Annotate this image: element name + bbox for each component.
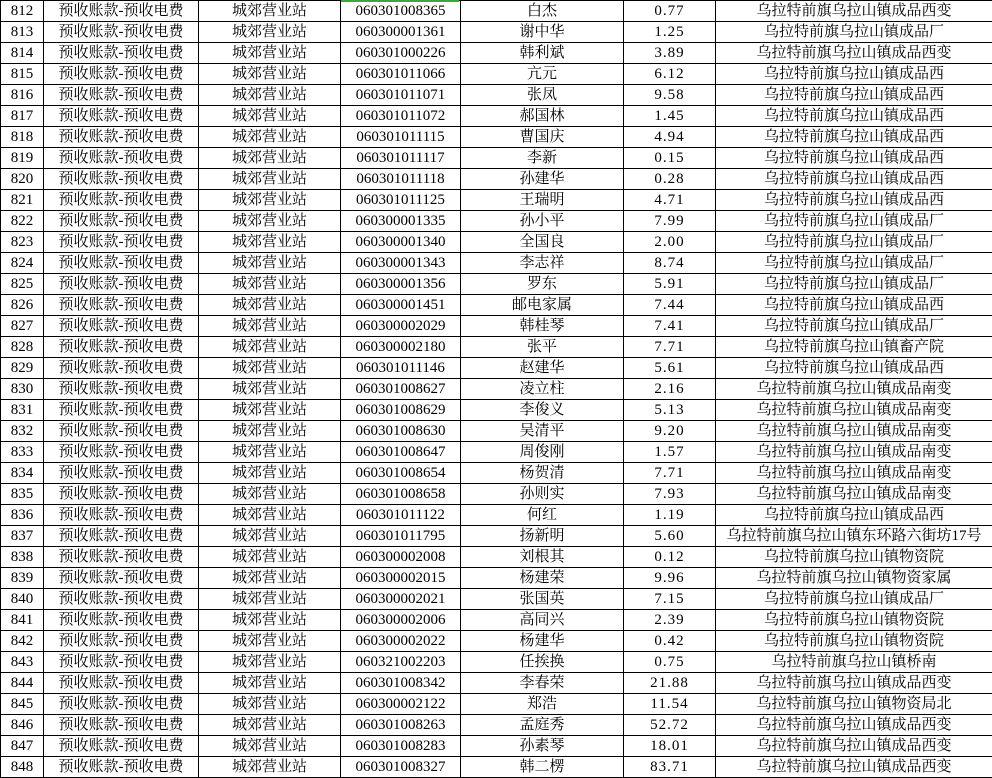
cell-amount[interactable]: 1.19 — [624, 505, 716, 526]
table-row — [1, 589, 992, 610]
cell-station[interactable]: 城郊营业站 — [199, 736, 341, 757]
cell-account-title[interactable]: 预收账款-预收电费 — [44, 421, 199, 442]
cell-customer-number[interactable]: 060301008654 — [341, 463, 461, 484]
cell-customer-number[interactable]: 060301008365 — [341, 1, 461, 22]
cell-station[interactable]: 城郊营业站 — [199, 169, 341, 190]
cell-account-title[interactable]: 预收账款-预收电费 — [44, 463, 199, 484]
cell-customer-name[interactable]: 高同兴 — [461, 610, 624, 631]
cell-account-title[interactable]: 预收账款-预收电费 — [44, 190, 199, 211]
cell-row-number[interactable]: 834 — [1, 463, 44, 484]
cell-amount[interactable]: 9.20 — [624, 421, 716, 442]
cell-row-number[interactable]: 823 — [1, 232, 44, 253]
cell-account-title[interactable]: 预收账款-预收电费 — [44, 295, 199, 316]
cell-customer-number[interactable]: 060301011072 — [341, 106, 461, 127]
cell-station[interactable]: 城郊营业站 — [199, 694, 341, 715]
cell-customer-number[interactable]: 060301008658 — [341, 484, 461, 505]
cell-amount[interactable]: 18.01 — [624, 736, 716, 757]
table-row — [1, 295, 992, 316]
cell-account-title[interactable]: 预收账款-预收电费 — [44, 358, 199, 379]
table-row — [1, 547, 992, 568]
cell-account-title[interactable]: 预收账款-预收电费 — [44, 568, 199, 589]
cell-account-title[interactable]: 预收账款-预收电费 — [44, 148, 199, 169]
cell-amount[interactable]: 7.71 — [624, 337, 716, 358]
cell-station[interactable]: 城郊营业站 — [199, 1, 341, 22]
cell-customer-number[interactable]: 060301008627 — [341, 379, 461, 400]
cell-customer-name[interactable]: 谢中华 — [461, 22, 624, 43]
cell-row-number[interactable]: 833 — [1, 442, 44, 463]
cell-row-number[interactable]: 840 — [1, 589, 44, 610]
cell-amount[interactable]: 0.77 — [624, 1, 716, 22]
cell-row-number[interactable]: 845 — [1, 694, 44, 715]
cell-customer-number[interactable]: 060301011117 — [341, 148, 461, 169]
cell-customer-name[interactable]: 周俊刚 — [461, 442, 624, 463]
cell-amount[interactable]: 8.74 — [624, 253, 716, 274]
cell-address[interactable]: 乌拉特前旗乌拉山镇成品南变 — [716, 484, 992, 505]
cell-customer-number[interactable]: 060301008283 — [341, 736, 461, 757]
cell-customer-name[interactable]: 杨贺清 — [461, 463, 624, 484]
cell-account-title[interactable]: 预收账款-预收电费 — [44, 673, 199, 694]
cell-amount[interactable]: 0.28 — [624, 169, 716, 190]
cell-station[interactable]: 城郊营业站 — [199, 715, 341, 736]
cell-station[interactable]: 城郊营业站 — [199, 379, 341, 400]
cell-row-number[interactable]: 838 — [1, 547, 44, 568]
table-row — [1, 316, 992, 337]
cell-account-title[interactable]: 预收账款-预收电费 — [44, 526, 199, 547]
cell-amount[interactable]: 0.75 — [624, 652, 716, 673]
cell-address[interactable]: 乌拉特前旗乌拉山镇成品西 — [716, 169, 992, 190]
cell-customer-number[interactable]: 060300002122 — [341, 694, 461, 715]
cell-station[interactable]: 城郊营业站 — [199, 526, 341, 547]
cell-station[interactable]: 城郊营业站 — [199, 148, 341, 169]
table-row — [1, 169, 992, 190]
cell-customer-number[interactable]: 060301008263 — [341, 715, 461, 736]
cell-amount[interactable]: 1.45 — [624, 106, 716, 127]
cell-address[interactable]: 乌拉特前旗乌拉山镇成品西 — [716, 505, 992, 526]
table-row — [1, 64, 992, 85]
cell-account-title[interactable]: 预收账款-预收电费 — [44, 484, 199, 505]
cell-customer-name[interactable]: 张平 — [461, 337, 624, 358]
cell-customer-number[interactable]: 060300002029 — [341, 316, 461, 337]
cell-amount[interactable]: 1.25 — [624, 22, 716, 43]
selected-cell-top-border — [341, 0, 459, 2]
cell-customer-number[interactable]: 060300001451 — [341, 295, 461, 316]
cell-customer-name[interactable]: 孙小平 — [461, 211, 624, 232]
cell-station[interactable]: 城郊营业站 — [199, 295, 341, 316]
cell-address[interactable]: 乌拉特前旗乌拉山镇畜产院 — [716, 337, 992, 358]
cell-customer-number[interactable]: 060300002021 — [341, 589, 461, 610]
cell-customer-number[interactable]: 060300002180 — [341, 337, 461, 358]
cell-customer-number[interactable]: 060301011071 — [341, 85, 461, 106]
cell-account-title[interactable]: 预收账款-预收电费 — [44, 253, 199, 274]
cell-station[interactable]: 城郊营业站 — [199, 253, 341, 274]
cell-amount[interactable]: 0.15 — [624, 148, 716, 169]
cell-row-number[interactable]: 836 — [1, 505, 44, 526]
cell-customer-name[interactable]: 刘根其 — [461, 547, 624, 568]
cell-station[interactable]: 城郊营业站 — [199, 358, 341, 379]
cell-row-number[interactable]: 814 — [1, 43, 44, 64]
cell-customer-number[interactable]: 060301008342 — [341, 673, 461, 694]
table-row — [1, 652, 992, 673]
cell-customer-name[interactable]: 李志祥 — [461, 253, 624, 274]
cell-account-title[interactable]: 预收账款-预收电费 — [44, 400, 199, 421]
cell-address[interactable]: 乌拉特前旗乌拉山镇成品厂 — [716, 211, 992, 232]
cell-account-title[interactable]: 预收账款-预收电费 — [44, 274, 199, 295]
table-row — [1, 736, 992, 757]
table-row — [1, 274, 992, 295]
cell-amount[interactable]: 5.91 — [624, 274, 716, 295]
table-row — [1, 211, 992, 232]
cell-address[interactable]: 乌拉特前旗乌拉山镇成品厂 — [716, 589, 992, 610]
table-row — [1, 190, 992, 211]
cell-station[interactable]: 城郊营业站 — [199, 631, 341, 652]
cell-amount[interactable]: 21.88 — [624, 673, 716, 694]
cell-customer-name[interactable]: 吴清平 — [461, 421, 624, 442]
cell-account-title[interactable]: 预收账款-预收电费 — [44, 106, 199, 127]
cell-station[interactable]: 城郊营业站 — [199, 22, 341, 43]
cell-row-number[interactable]: 843 — [1, 652, 44, 673]
cell-address[interactable]: 乌拉特前旗乌拉山镇成品西变 — [716, 673, 992, 694]
table-row — [1, 715, 992, 736]
cell-station[interactable]: 城郊营业站 — [199, 484, 341, 505]
cell-customer-name[interactable]: 孙建华 — [461, 169, 624, 190]
table-row — [1, 610, 992, 631]
cell-customer-number[interactable]: 060300002015 — [341, 568, 461, 589]
cell-customer-number[interactable]: 060301011122 — [341, 505, 461, 526]
cell-customer-name[interactable]: 韩二楞 — [461, 757, 624, 778]
cell-station[interactable]: 城郊营业站 — [199, 442, 341, 463]
cell-customer-name[interactable]: 郑浩 — [461, 694, 624, 715]
cell-account-title[interactable]: 预收账款-预收电费 — [44, 379, 199, 400]
cell-amount[interactable]: 2.00 — [624, 232, 716, 253]
cell-row-number[interactable]: 819 — [1, 148, 44, 169]
cell-station[interactable]: 城郊营业站 — [199, 190, 341, 211]
cell-station[interactable]: 城郊营业站 — [199, 316, 341, 337]
cell-account-title[interactable]: 预收账款-预收电费 — [44, 316, 199, 337]
cell-account-title[interactable]: 预收账款-预收电费 — [44, 631, 199, 652]
cell-address[interactable]: 乌拉特前旗乌拉山镇成品西 — [716, 85, 992, 106]
cell-amount[interactable]: 5.13 — [624, 400, 716, 421]
cell-customer-number[interactable]: 060301008327 — [341, 757, 461, 778]
cell-amount[interactable]: 7.15 — [624, 589, 716, 610]
cell-amount[interactable]: 7.44 — [624, 295, 716, 316]
cell-customer-number[interactable]: 060300002022 — [341, 631, 461, 652]
cell-amount[interactable]: 9.96 — [624, 568, 716, 589]
cell-account-title[interactable]: 预收账款-预收电费 — [44, 337, 199, 358]
cell-station[interactable]: 城郊营业站 — [199, 211, 341, 232]
cell-amount[interactable]: 7.99 — [624, 211, 716, 232]
cell-row-number[interactable]: 831 — [1, 400, 44, 421]
cell-station[interactable]: 城郊营业站 — [199, 421, 341, 442]
cell-customer-name[interactable]: 张凤 — [461, 85, 624, 106]
cell-account-title[interactable]: 预收账款-预收电费 — [44, 694, 199, 715]
cell-customer-name[interactable]: 扬新明 — [461, 526, 624, 547]
cell-customer-name[interactable]: 郝国林 — [461, 106, 624, 127]
cell-address[interactable]: 乌拉特前旗乌拉山镇成品西 — [716, 295, 992, 316]
cell-address[interactable]: 乌拉特前旗乌拉山镇成品西 — [716, 358, 992, 379]
cell-row-number[interactable]: 822 — [1, 211, 44, 232]
cell-address[interactable]: 乌拉特前旗乌拉山镇成品厂 — [716, 232, 992, 253]
cell-address[interactable]: 乌拉特前旗乌拉山镇成品厂 — [716, 22, 992, 43]
cell-station[interactable]: 城郊营业站 — [199, 568, 341, 589]
cell-customer-number[interactable]: 060301011795 — [341, 526, 461, 547]
cell-station[interactable]: 城郊营业站 — [199, 127, 341, 148]
cell-row-number[interactable]: 816 — [1, 85, 44, 106]
cell-customer-name[interactable]: 李春荣 — [461, 673, 624, 694]
cell-station[interactable]: 城郊营业站 — [199, 505, 341, 526]
table-row — [1, 106, 992, 127]
cell-customer-name[interactable]: 任挨换 — [461, 652, 624, 673]
cell-address[interactable]: 乌拉特前旗乌拉山镇物资院 — [716, 610, 992, 631]
cell-account-title[interactable]: 预收账款-预收电费 — [44, 442, 199, 463]
cell-station[interactable]: 城郊营业站 — [199, 106, 341, 127]
cell-customer-name[interactable]: 杨建荣 — [461, 568, 624, 589]
cell-row-number[interactable]: 846 — [1, 715, 44, 736]
cell-address[interactable]: 乌拉特前旗乌拉山镇成品西 — [716, 190, 992, 211]
table-row — [1, 148, 992, 169]
cell-amount[interactable]: 11.54 — [624, 694, 716, 715]
cell-address[interactable]: 乌拉特前旗乌拉山镇成品厂 — [716, 316, 992, 337]
cell-row-number[interactable]: 813 — [1, 22, 44, 43]
table-row — [1, 22, 992, 43]
cell-row-number[interactable]: 848 — [1, 757, 44, 778]
table-row — [1, 505, 992, 526]
cell-customer-number[interactable]: 060300001361 — [341, 22, 461, 43]
cell-station[interactable]: 城郊营业站 — [199, 610, 341, 631]
table-row — [1, 85, 992, 106]
cell-account-title[interactable]: 预收账款-预收电费 — [44, 715, 199, 736]
cell-row-number[interactable]: 815 — [1, 64, 44, 85]
cell-customer-name[interactable]: 韩利斌 — [461, 43, 624, 64]
cell-customer-number[interactable]: 060300001356 — [341, 274, 461, 295]
cell-address[interactable]: 乌拉特前旗乌拉山镇成品西变 — [716, 43, 992, 64]
cell-address[interactable]: 乌拉特前旗乌拉山镇成品西变 — [716, 1, 992, 22]
cell-customer-number[interactable]: 060301000226 — [341, 43, 461, 64]
cell-customer-name[interactable]: 白杰 — [461, 1, 624, 22]
cell-account-title[interactable]: 预收账款-预收电费 — [44, 652, 199, 673]
cell-address[interactable]: 乌拉特前旗乌拉山镇东环路六街坊17号 — [716, 526, 992, 547]
table-row — [1, 127, 992, 148]
table-row — [1, 526, 992, 547]
cell-row-number[interactable]: 841 — [1, 610, 44, 631]
cell-account-title[interactable]: 预收账款-预收电费 — [44, 757, 199, 778]
cell-address[interactable]: 乌拉特前旗乌拉山镇成品西 — [716, 64, 992, 85]
cell-account-title[interactable]: 预收账款-预收电费 — [44, 85, 199, 106]
cell-station[interactable]: 城郊营业站 — [199, 232, 341, 253]
cell-station[interactable]: 城郊营业站 — [199, 547, 341, 568]
cell-row-number[interactable]: 844 — [1, 673, 44, 694]
cell-station[interactable]: 城郊营业站 — [199, 757, 341, 778]
cell-customer-number[interactable]: 060301011125 — [341, 190, 461, 211]
cell-row-number[interactable]: 812 — [1, 1, 44, 22]
cell-row-number[interactable]: 839 — [1, 568, 44, 589]
cell-address[interactable]: 乌拉特前旗乌拉山镇成品厂 — [716, 253, 992, 274]
cell-address[interactable]: 乌拉特前旗乌拉山镇成品西 — [716, 127, 992, 148]
cell-address[interactable]: 乌拉特前旗乌拉山镇桥南 — [716, 652, 992, 673]
cell-amount[interactable]: 7.93 — [624, 484, 716, 505]
cell-amount[interactable]: 2.16 — [624, 379, 716, 400]
table-row — [1, 631, 992, 652]
table-row — [1, 421, 992, 442]
cell-address[interactable]: 乌拉特前旗乌拉山镇成品西变 — [716, 715, 992, 736]
cell-address[interactable]: 乌拉特前旗乌拉山镇成品厂 — [716, 274, 992, 295]
cell-account-title[interactable]: 预收账款-预收电费 — [44, 127, 199, 148]
cell-address[interactable]: 乌拉特前旗乌拉山镇成品西 — [716, 148, 992, 169]
table-row — [1, 337, 992, 358]
cell-address[interactable]: 乌拉特前旗乌拉山镇成品南变 — [716, 379, 992, 400]
cell-customer-name[interactable]: 孙则实 — [461, 484, 624, 505]
cell-account-title[interactable]: 预收账款-预收电费 — [44, 736, 199, 757]
cell-amount[interactable]: 5.61 — [624, 358, 716, 379]
cell-row-number[interactable]: 821 — [1, 190, 44, 211]
cell-station[interactable]: 城郊营业站 — [199, 673, 341, 694]
cell-account-title[interactable]: 预收账款-预收电费 — [44, 211, 199, 232]
cell-amount[interactable]: 4.71 — [624, 190, 716, 211]
cell-customer-name[interactable]: 李俊义 — [461, 400, 624, 421]
table-row — [1, 694, 992, 715]
cell-account-title[interactable]: 预收账款-预收电费 — [44, 169, 199, 190]
cell-customer-name[interactable]: 孟庭秀 — [461, 715, 624, 736]
cell-amount[interactable]: 7.41 — [624, 316, 716, 337]
cell-account-title[interactable]: 预收账款-预收电费 — [44, 1, 199, 22]
cell-account-title[interactable]: 预收账款-预收电费 — [44, 610, 199, 631]
cell-customer-number[interactable]: 060300001343 — [341, 253, 461, 274]
cell-account-title[interactable]: 预收账款-预收电费 — [44, 22, 199, 43]
cell-station[interactable]: 城郊营业站 — [199, 463, 341, 484]
cell-account-title[interactable]: 预收账款-预收电费 — [44, 589, 199, 610]
cell-station[interactable]: 城郊营业站 — [199, 274, 341, 295]
table-row — [1, 358, 992, 379]
cell-customer-number[interactable]: 060301008647 — [341, 442, 461, 463]
cell-address[interactable]: 乌拉特前旗乌拉山镇物资局北 — [716, 694, 992, 715]
cell-customer-name[interactable]: 罗东 — [461, 274, 624, 295]
cell-station[interactable]: 城郊营业站 — [199, 400, 341, 421]
cell-customer-name[interactable]: 张国英 — [461, 589, 624, 610]
cell-row-number[interactable]: 847 — [1, 736, 44, 757]
cell-station[interactable]: 城郊营业站 — [199, 589, 341, 610]
cell-customer-name[interactable]: 曹国庆 — [461, 127, 624, 148]
cell-station[interactable]: 城郊营业站 — [199, 337, 341, 358]
cell-customer-name[interactable]: 凌立柱 — [461, 379, 624, 400]
cell-customer-number[interactable]: 060300002006 — [341, 610, 461, 631]
cell-account-title[interactable]: 预收账款-预收电费 — [44, 64, 199, 85]
cell-amount[interactable]: 1.57 — [624, 442, 716, 463]
cell-row-number[interactable]: 828 — [1, 337, 44, 358]
table-row — [1, 442, 992, 463]
cell-amount[interactable]: 7.71 — [624, 463, 716, 484]
cell-row-number[interactable]: 827 — [1, 316, 44, 337]
cell-customer-number[interactable]: 060301008629 — [341, 400, 461, 421]
cell-customer-number[interactable]: 060301011118 — [341, 169, 461, 190]
cell-amount[interactable]: 2.39 — [624, 610, 716, 631]
cell-row-number[interactable]: 825 — [1, 274, 44, 295]
cell-customer-name[interactable]: 全国良 — [461, 232, 624, 253]
cell-customer-name[interactable]: 杨建华 — [461, 631, 624, 652]
cell-amount[interactable]: 5.60 — [624, 526, 716, 547]
cell-amount[interactable]: 4.94 — [624, 127, 716, 148]
cell-customer-number[interactable]: 060301011146 — [341, 358, 461, 379]
cell-row-number[interactable]: 826 — [1, 295, 44, 316]
cell-amount[interactable]: 9.58 — [624, 85, 716, 106]
cell-address[interactable]: 乌拉特前旗乌拉山镇成品西 — [716, 106, 992, 127]
table-row — [1, 463, 992, 484]
cell-customer-name[interactable]: 赵建华 — [461, 358, 624, 379]
cell-address[interactable]: 乌拉特前旗乌拉山镇成品南变 — [716, 463, 992, 484]
cell-customer-number[interactable]: 060301008630 — [341, 421, 461, 442]
cell-station[interactable]: 城郊营业站 — [199, 43, 341, 64]
table-row — [1, 757, 992, 778]
cell-row-number[interactable]: 824 — [1, 253, 44, 274]
cell-address[interactable]: 乌拉特前旗乌拉山镇成品西变 — [716, 757, 992, 778]
cell-station[interactable]: 城郊营业站 — [199, 85, 341, 106]
cell-customer-number[interactable]: 060301011115 — [341, 127, 461, 148]
cell-customer-number[interactable]: 060300001340 — [341, 232, 461, 253]
cell-row-number[interactable]: 818 — [1, 127, 44, 148]
cell-amount[interactable]: 52.72 — [624, 715, 716, 736]
cell-row-number[interactable]: 835 — [1, 484, 44, 505]
cell-amount[interactable]: 3.89 — [624, 43, 716, 64]
cell-customer-name[interactable]: 王瑞明 — [461, 190, 624, 211]
cell-customer-name[interactable]: 何红 — [461, 505, 624, 526]
table-row — [1, 253, 992, 274]
cell-customer-number[interactable]: 060321002203 — [341, 652, 461, 673]
cell-customer-name[interactable]: 韩桂琴 — [461, 316, 624, 337]
cell-row-number[interactable]: 832 — [1, 421, 44, 442]
cell-customer-name[interactable]: 李新 — [461, 148, 624, 169]
cell-customer-number[interactable]: 060300001335 — [341, 211, 461, 232]
cell-address[interactable]: 乌拉特前旗乌拉山镇成品南变 — [716, 442, 992, 463]
cell-row-number[interactable]: 837 — [1, 526, 44, 547]
cell-amount[interactable]: 6.12 — [624, 64, 716, 85]
cell-account-title[interactable]: 预收账款-预收电费 — [44, 43, 199, 64]
cell-station[interactable]: 城郊营业站 — [199, 652, 341, 673]
cell-address[interactable]: 乌拉特前旗乌拉山镇成品南变 — [716, 400, 992, 421]
cell-address[interactable]: 乌拉特前旗乌拉山镇成品西变 — [716, 736, 992, 757]
table-row — [1, 484, 992, 505]
cell-amount[interactable]: 0.42 — [624, 631, 716, 652]
cell-amount[interactable]: 83.71 — [624, 757, 716, 778]
cell-row-number[interactable]: 820 — [1, 169, 44, 190]
table-row — [1, 232, 992, 253]
cell-station[interactable]: 城郊营业站 — [199, 64, 341, 85]
table-row — [1, 379, 992, 400]
cell-account-title[interactable]: 预收账款-预收电费 — [44, 232, 199, 253]
cell-address[interactable]: 乌拉特前旗乌拉山镇物资家属 — [716, 568, 992, 589]
cell-address[interactable]: 乌拉特前旗乌拉山镇物资院 — [716, 631, 992, 652]
cell-customer-number[interactable]: 060300002008 — [341, 547, 461, 568]
cell-amount[interactable]: 0.12 — [624, 547, 716, 568]
table-row — [1, 673, 992, 694]
table-row — [1, 568, 992, 589]
cell-row-number[interactable]: 829 — [1, 358, 44, 379]
cell-row-number[interactable]: 817 — [1, 106, 44, 127]
cell-customer-number[interactable]: 060301011066 — [341, 64, 461, 85]
cell-customer-name[interactable]: 邮电家属 — [461, 295, 624, 316]
table-row — [1, 1, 992, 22]
table-row — [1, 400, 992, 421]
cell-row-number[interactable]: 830 — [1, 379, 44, 400]
cell-address[interactable]: 乌拉特前旗乌拉山镇成品南变 — [716, 421, 992, 442]
cell-customer-name[interactable]: 亢元 — [461, 64, 624, 85]
cell-customer-name[interactable]: 孙素琴 — [461, 736, 624, 757]
cell-account-title[interactable]: 预收账款-预收电费 — [44, 505, 199, 526]
table-row — [1, 43, 992, 64]
cell-account-title[interactable]: 预收账款-预收电费 — [44, 547, 199, 568]
cell-address[interactable]: 乌拉特前旗乌拉山镇物资院 — [716, 547, 992, 568]
cell-row-number[interactable]: 842 — [1, 631, 44, 652]
